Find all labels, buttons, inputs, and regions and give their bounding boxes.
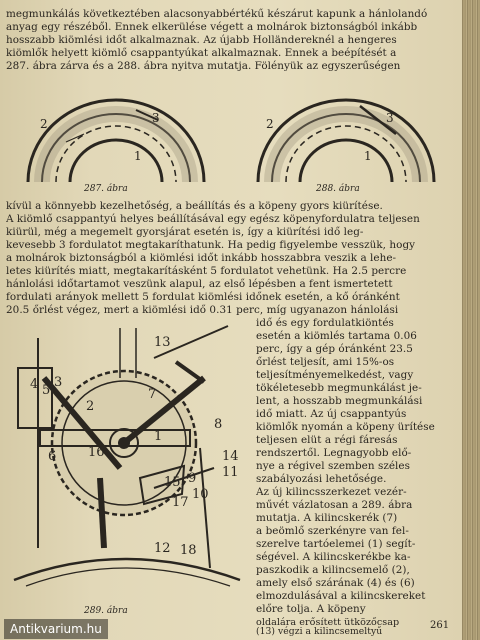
label-287-1: 1 [134, 149, 142, 163]
text-line: a molnárok biztonságból a kiömlési időt inkább hosszabbra veszik a lehe- [6, 252, 397, 264]
text-line: kiürül, még a megemelt gyorsjárat esetén is, így a kiürítési idő leg- [6, 226, 364, 238]
label-289-10: 10 [192, 487, 209, 502]
text-line: előre tolja. A köpeny [256, 603, 366, 615]
label-289-17: 17 [172, 495, 189, 510]
label-289-13: 13 [154, 335, 171, 350]
label-289-12: 12 [154, 541, 171, 556]
label-289-2: 2 [86, 399, 95, 414]
label-289-9: 9 [188, 471, 197, 486]
figure-287-diagram [6, 82, 226, 190]
label-289-14: 14 [222, 449, 239, 464]
text-line: elmozdulásával a kilincskereket [256, 590, 426, 602]
text-line: A kiömlő csappantyú helyes beállításával egy egész köpenyfordulatra teljesen [6, 213, 420, 225]
page-number: 261 [430, 620, 450, 631]
label-289-8: 8 [214, 417, 223, 432]
text-line: a beömlő szerkényre van fel- [256, 525, 409, 537]
text-line: teljesítményemelkedést, vagy [256, 369, 414, 381]
label-289-3: 3 [54, 375, 63, 390]
text-line: fordulati arányok mellett 5 fordulat kiömlési időnek esetén, a kő óránként [6, 291, 400, 303]
label-289-7: 7 [148, 387, 157, 402]
label-289-18: 18 [180, 543, 197, 558]
label-287-2: 2 [40, 117, 48, 131]
text-line: anyag egy részéből. Ennek elkerülése végett a molnárok biztonságból inkább [6, 21, 418, 33]
text-line: paszkodik a kilincsemelő (2), [256, 564, 410, 576]
text-line: perc, így a gép óránként 23.5 [256, 343, 413, 355]
label-288-3: 3 [386, 111, 394, 125]
text-line: művét vázlatosan a 289. ábra [256, 499, 413, 511]
text-line: kiömlők helyett kiömlő csappantyúkat alkalmaznak. Ennek a beépítését a [6, 47, 397, 59]
figure-288-caption: 288. ábra [316, 184, 360, 194]
text-line: teljesen elüt a régi fáresás [256, 434, 398, 446]
text-line: szerelve tartóelemei (1) segít- [256, 538, 416, 550]
figure-289-caption: 289. ábra [84, 606, 128, 616]
page-edge [462, 0, 480, 640]
text-line: 287. ábra zárva és a 288. ábra nyitva mutatja. Fölényük az egyszerűségen [6, 60, 401, 72]
figure-288-diagram [236, 82, 458, 190]
label-289-11: 11 [222, 465, 239, 480]
text-line: 20.5 őrlést végez, mert a kiömlési idő 0.31 perc, míg ugyanazon hánlolási [6, 304, 399, 316]
label-289-6: 6 [48, 449, 57, 464]
figure-287-caption: 287. ábra [84, 184, 128, 194]
text-line: kívül a könnyebb kezelhetőség, a beállítás és a köpeny gyors kiürítése. [6, 200, 383, 212]
text-line: hánlolási időtartamot veszünk alapul, az első lépésben a fent ismertetett [6, 278, 393, 290]
text-line: kevesebb 3 fordulatot megtakaríthatunk. Ha pedig figyelembe vesszük, hogy [6, 239, 416, 251]
label-288-2: 2 [266, 117, 274, 131]
text-line: szabályozási lehetősége. [256, 473, 387, 485]
text-line: tökéletesebb megmunkálást je- [256, 382, 422, 394]
text-line: megmunkálás következtében alacsonyabbértékű készárut kapunk a hánlolandó [6, 8, 428, 20]
text-line: ségével. A kilincskerékbe ka- [256, 551, 411, 563]
text-line: amely első szárának (4) és (6) [256, 577, 415, 589]
figure-289-diagram [4, 318, 252, 612]
text-line: nye a régivel szemben széles [256, 460, 411, 472]
text-line: hosszabb kiömlési időt alkalmaznak. Az újabb Holländereknél a hengeres [6, 34, 397, 46]
text-line: őrlést teljesít, ami 15%-os [256, 356, 395, 368]
text-line: letes kiürítés miatt, megtakarításként 5 fordulatot vehetünk. Ha 2.5 percre [6, 265, 407, 277]
label-289-15: 15 [164, 475, 181, 490]
label-289-16: 16 [88, 445, 105, 460]
text-line: idő és egy fordulatkiöntés [256, 317, 394, 329]
label-289-4: 4 [30, 377, 39, 392]
label-289-5: 5 [42, 383, 51, 398]
text-line: oldalára erősített ütközőcsap [256, 617, 400, 628]
text-line: idő miatt. Az új csappantyús [256, 408, 407, 420]
label-288-1: 1 [364, 149, 372, 163]
text-line: lent, a hosszabb megmunkálási [256, 395, 423, 407]
text-line: (13) végzi a kilincsemeltyű [256, 626, 383, 637]
text-line: kiömlők nyomán a köpeny ürítése [256, 421, 435, 433]
label-289-1: 1 [154, 429, 163, 444]
watermark: Antikvarium.hu [4, 619, 108, 639]
text-line: esetén a kiömlés tartama 0.06 [256, 330, 417, 342]
label-287-3: 3 [152, 111, 160, 125]
text-line: Az új kilincsszerkezet vezér- [256, 486, 407, 498]
text-line: rendszertől. Legnagyobb elő- [256, 447, 412, 459]
text-line: mutatja. A kilincskerék (7) [256, 512, 398, 524]
